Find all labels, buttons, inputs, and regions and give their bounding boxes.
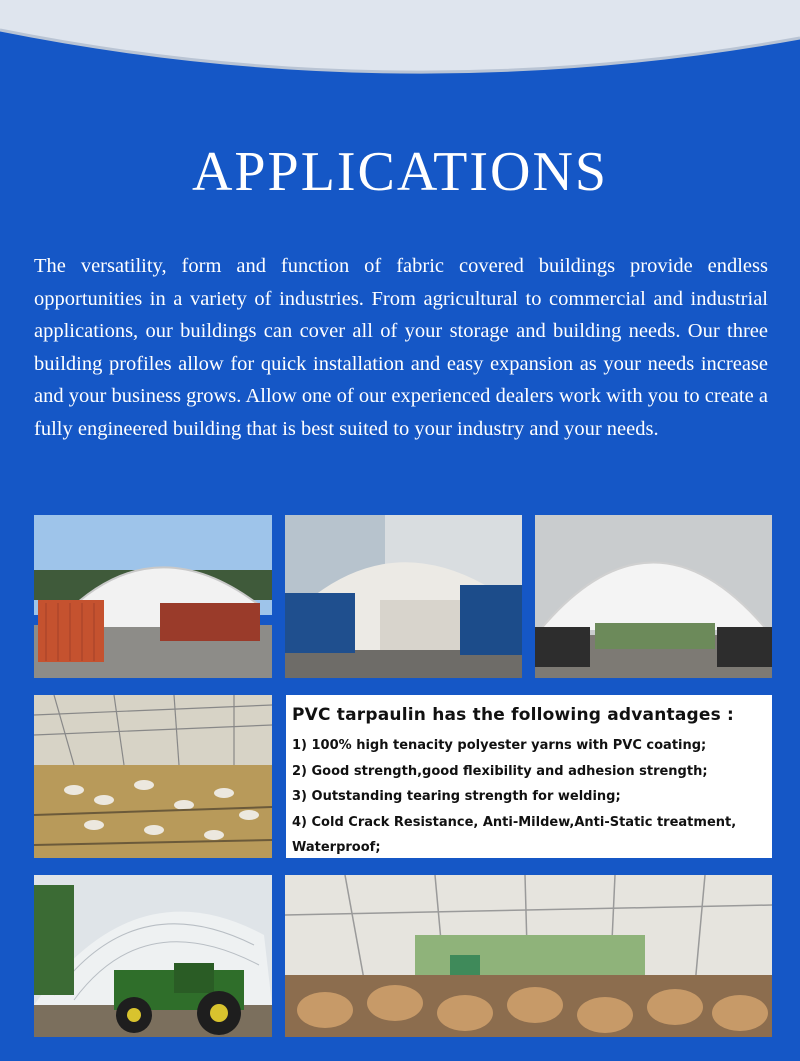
advantage-item: 3) Outstanding tearing strength for welding; xyxy=(292,789,621,804)
advantage-item: 4) Cold Crack Resistance, Anti-Mildew,Anti-Static treatment, Waterproof; xyxy=(292,814,737,855)
photo-container-shelter-orange xyxy=(34,515,272,678)
photo-container-shelter-wide xyxy=(535,515,772,678)
photo-container-livestock-pens xyxy=(34,695,272,858)
photo-container-shelter-blue xyxy=(285,515,522,678)
photo-container-tractor-shelter xyxy=(34,875,272,1037)
top-curve-decoration xyxy=(0,0,800,90)
page-title: APPLICATIONS xyxy=(191,141,609,203)
advantages-title: PVC tarpaulin has the following advantages : xyxy=(292,705,735,725)
intro-paragraph: The versatility, form and function of fabric covered buildings provide endless opportunities in a variety of industries. From agricultural to commercial and industrial applications, our buildings can cover all of your storage and building needs. Our three building profiles allow for quick installation and easy expansion as your needs increase and your business grows. Allow one of our experienced dealers work with you to create a fully engineered building that is best suited to your industry and your needs. xyxy=(34,255,768,440)
advantage-item: 2) Good strength,good flexibility and adhesion strength; xyxy=(292,763,708,779)
advantage-item: 1) 100% high tenacity polyester yarns with PVC coating; xyxy=(292,738,707,753)
advantages-panel xyxy=(286,695,772,858)
advantages-list xyxy=(292,733,764,861)
photo-container-cattle-barn xyxy=(285,875,772,1037)
